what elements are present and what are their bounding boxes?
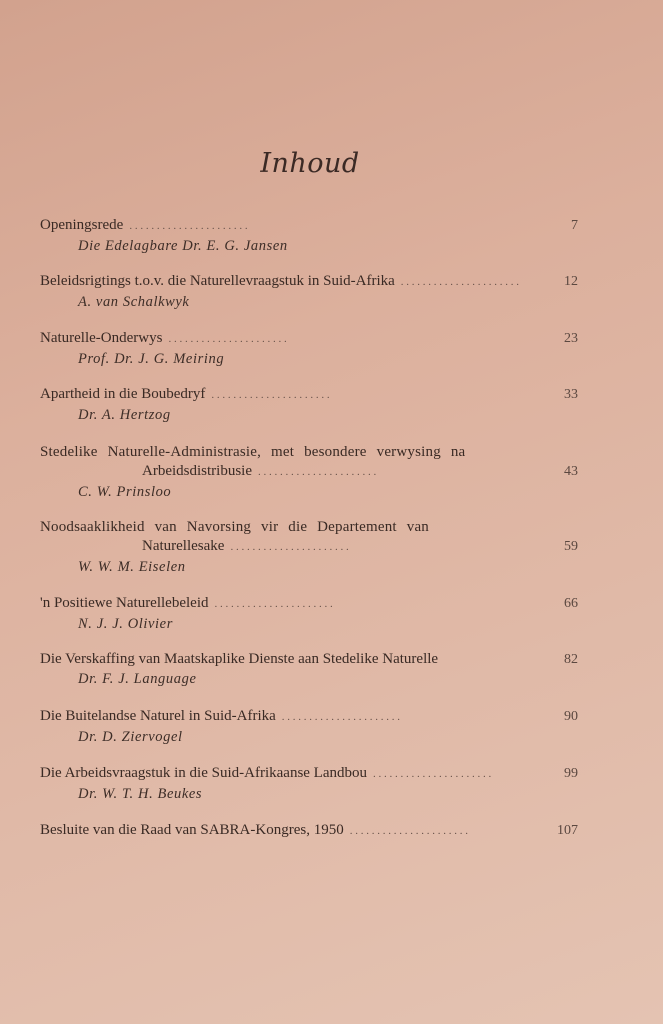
toc-entry [40, 707, 578, 747]
entry-author: Die Edelagbare Dr. E. G. Jansen [78, 238, 288, 254]
entry-title: Beleidsrigtings t.o.v. die Naturellevraagstuk in Suid-Afrika [40, 273, 395, 289]
entry-title-line-2: Arbeidsdistribusie [142, 463, 252, 479]
toc-entry [40, 821, 578, 841]
entry-author: Dr. W. T. H. Beukes [78, 786, 203, 802]
entry-title-line-2: Naturellesake [142, 538, 225, 554]
entry-title-line-1: Noodsaaklikheid van Navorsing vir die Departement van [40, 519, 429, 535]
dot-leader: . . . . . . . . . . . . . . . . . . . . . . [281, 711, 401, 723]
entry-title: Die Verskaffing van Maatskaplike Dienste aan Stedelike Naturelle [40, 651, 439, 667]
toc-entry [40, 272, 578, 312]
page-number: 107 [557, 823, 578, 838]
toc-entry [40, 329, 578, 369]
entry-title: 'n Positiewe Naturellebeleid [40, 595, 209, 611]
page-number: 43 [564, 464, 578, 479]
entry-title: Naturelle-Onderwys [40, 330, 163, 346]
page-number: 7 [571, 218, 578, 233]
dot-leader: . . . . . . . . . . . . . . . . . . . . . . [400, 276, 520, 288]
entry-title: Openingsrede [40, 217, 124, 233]
dot-leader: . . . . . . . . . . . . . . . . . . . . . . [373, 768, 492, 780]
dot-leader: . . . . . . . . . . . . . . . . . . . . . . [129, 220, 248, 232]
page-number: 66 [564, 596, 578, 611]
page-number: 59 [564, 539, 578, 554]
toc-entry [40, 443, 578, 502]
toc-entry [40, 650, 578, 689]
page-number: 90 [564, 709, 578, 724]
dot-leader: . . . . . . . . . . . . . . . . . . . . . . [349, 825, 468, 837]
entry-author: Dr. D. Ziervogel [78, 729, 183, 745]
entry-author: W. W. M. Eiselen [78, 559, 186, 575]
entry-author: Prof. Dr. J. G. Meiring [78, 351, 225, 367]
page-number: 33 [564, 387, 578, 402]
entry-author: C. W. Prinsloo [78, 484, 172, 500]
page-number: 23 [564, 331, 578, 346]
dot-leader: . . . . . . . . . . . . . . . . . . . . . . [258, 466, 377, 478]
entry-title: Die Buitelandse Naturel in Suid-Afrika [40, 708, 276, 724]
toc-entry [40, 216, 578, 256]
toc-entry [40, 594, 578, 634]
dot-leader: . . . . . . . . . . . . . . . . . . . . . . [214, 598, 333, 610]
toc-entry [40, 518, 578, 577]
entry-author: Dr. F. J. Language [78, 671, 197, 687]
dot-leader: . . . . . . . . . . . . . . . . . . . . . . [230, 541, 349, 553]
toc-entry [40, 385, 578, 425]
entry-title: Apartheid in die Boubedryf [40, 386, 206, 402]
toc-entry [40, 764, 578, 804]
entry-title: Die Arbeidsvraagstuk in die Suid-Afrikaanse Landbou [40, 765, 368, 781]
entry-author: N. J. J. Olivier [78, 616, 173, 632]
dot-leader: . . . . . . . . . . . . . . . . . . . . . . [211, 389, 330, 401]
page-title: Inhoud [260, 148, 360, 179]
page-number: 82 [564, 652, 578, 667]
entry-title: Besluite van die Raad van SABRA-Kongres, 1950 [40, 822, 344, 838]
dot-leader: . . . . . . . . . . . . . . . . . . . . . . [168, 333, 287, 345]
entry-author: A. van Schalkwyk [78, 294, 190, 310]
page-number: 12 [564, 274, 578, 289]
entry-title-line-1: Stedelike Naturelle-Administrasie, met besondere verwysing na [40, 444, 466, 460]
entry-author: Dr. A. Hertzog [78, 407, 171, 423]
page-number: 99 [564, 766, 578, 781]
